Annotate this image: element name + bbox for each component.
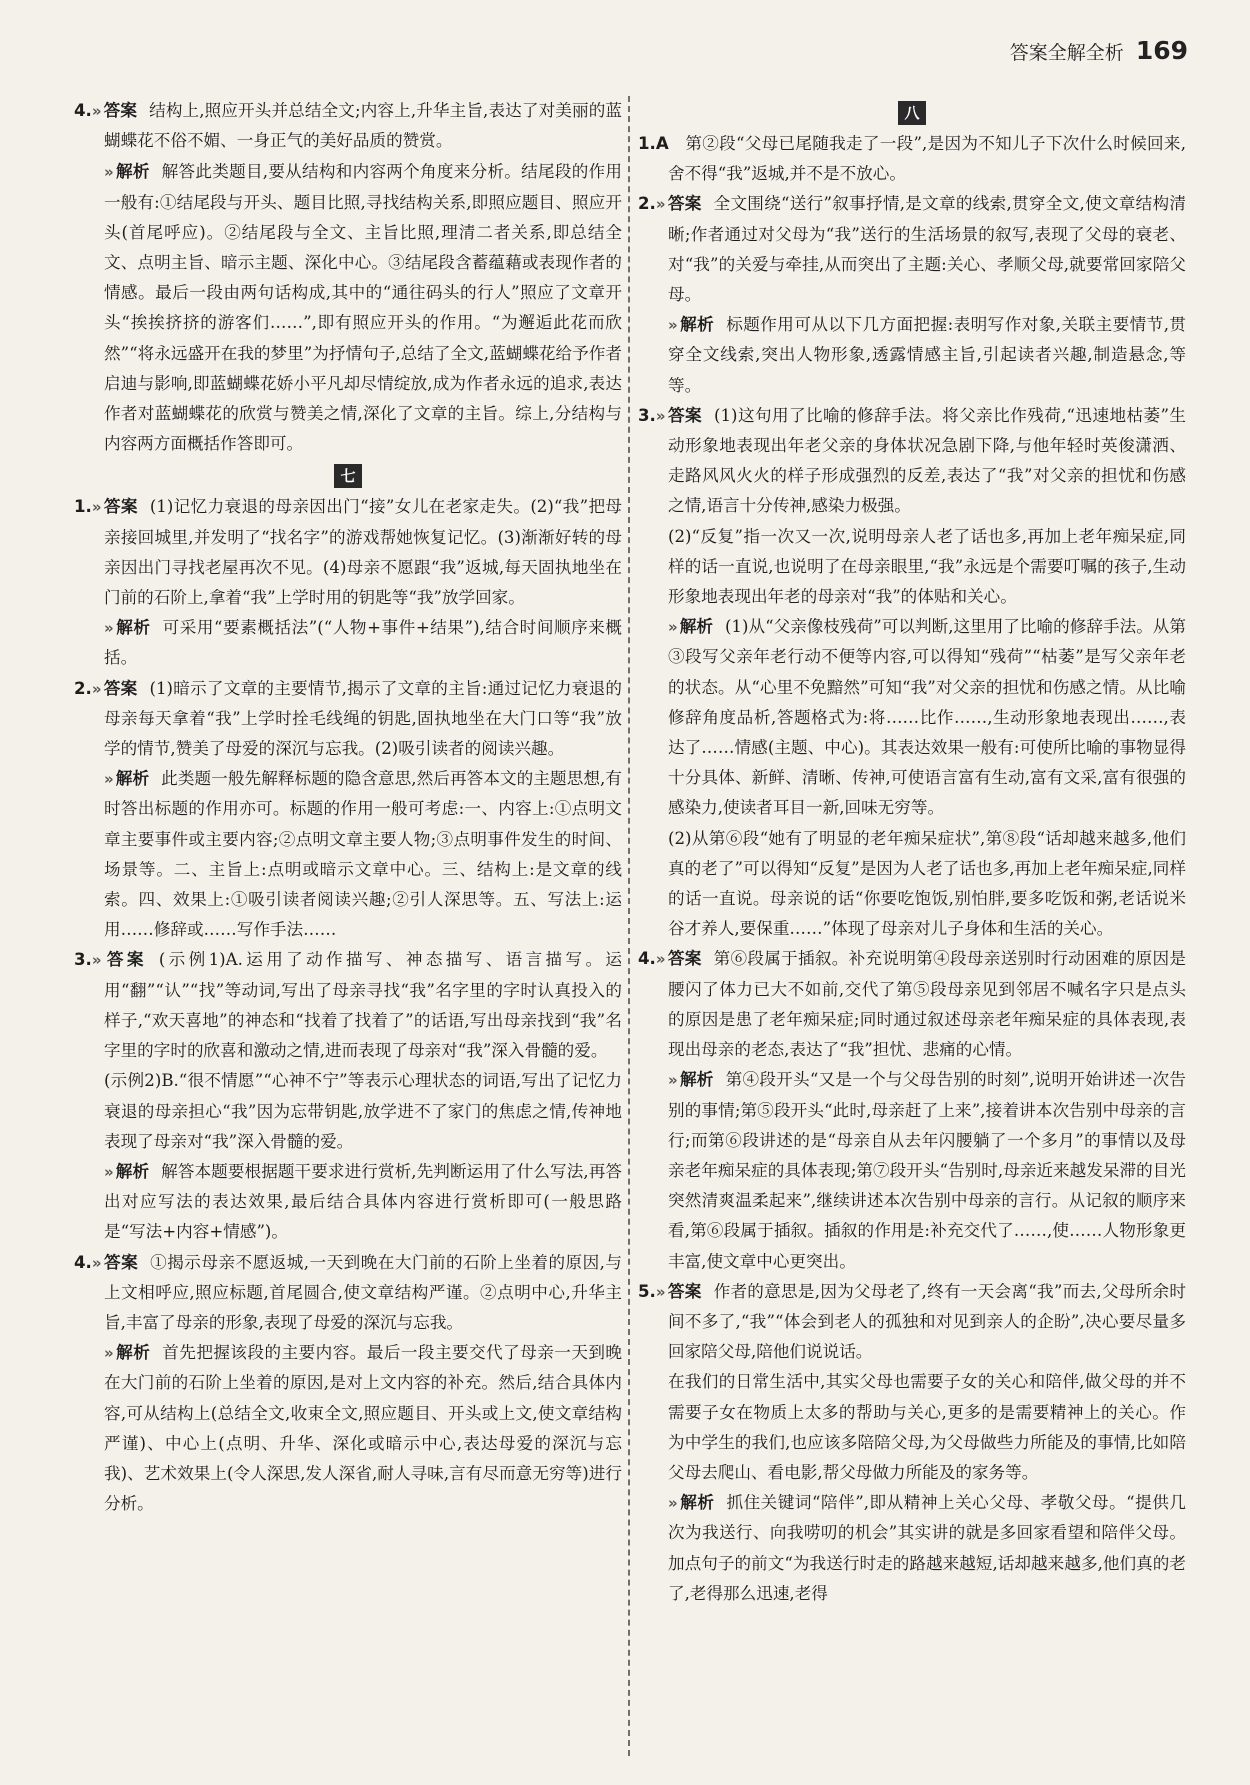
page-number: 169 [1135, 36, 1188, 65]
s7-q1-answer [74, 492, 622, 613]
answer-label: » 答案 [92, 101, 137, 120]
question-number: 3. [74, 950, 92, 970]
analysis-label: » 解析 [104, 1343, 150, 1362]
answer-text: 全文围绕“送行”叙事抒情,是文章的线索,贯穿全文,使文章结构清晰;作者通过对父母为“我”送行的生活场景的叙写,表现了父母的衰老、对“我”的关爱与牵挂,从而突出了主题:关心、孝顺父母,就要常回家陪父母。 [668, 194, 1187, 305]
question-number: 2. [638, 194, 656, 214]
s8-q4-answer [638, 944, 1186, 1065]
answer-label: » 答案 [656, 1282, 702, 1301]
analysis-label: » 解析 [668, 1070, 714, 1089]
analysis-text: 此类题一般先解释标题的隐含意思,然后再答本文的主题思想,有时答出标题的作用亦可。标题的作用一般可考虑:一、内容上:①点明文章主要事件或主要内容;②点明文章主要人物;③点明事件发生的时间、场景等。二、主旨上:点明或暗示文章中心。三、结构上:是文章的线索。四、效果上:①吸引读者阅读兴趣;②引人深思等。五、写法上:运用……修辞或……写作手法…… [104, 769, 622, 940]
answer-text: 作者的意思是,因为父母老了,终有一天会离“我”而去,父母所余时间不多了,“我”“体会到老人的孤独和对见到亲人的企盼”,决心要尽量多回家陪父母,陪他们说说话。 [668, 1281, 1187, 1362]
right-column [638, 96, 1186, 1609]
page-header [1010, 36, 1188, 65]
analysis-label: » 解析 [104, 618, 151, 637]
analysis-text: (1)从“父亲像枝残荷”可以判断,这里用了比喻的修辞手法。从第③段写父亲年老行动不便等内容,可以得知“残荷”“枯萎”是写父亲年老的状态。从“心里不免黯然”可知“我”对父亲的担忧和伤感之情。从比喻修辞角度品析,答题格式为:将……比作……,生动形象地表现出……,表达了……情感(主题、中心)。其表达效果一般有:可使所比喻的事物显得十分具体、新鲜、清晰、传神,可使语言富有生动,富有文采,富有很强的感染力,使读者耳目一新,回味无穷等。 [668, 617, 1187, 818]
s7-q1-analysis [74, 613, 622, 673]
question-number: 4. [74, 1252, 92, 1272]
analysis-label: » 解析 [104, 769, 149, 788]
section-badge: 七 [334, 464, 361, 488]
answer-label: » 答案 [92, 679, 138, 698]
analysis-text: 抓住关键词“陪伴”,即从精神上关心父母、孝敬父母。“提供几次为我送行、向我唠叨的机会”其实讲的就是多回家看望和陪伴父母。加点句子的前文“为我送行时走的路越来越短,话却越来越多,他们真的老了,老得那么迅速,老得 [668, 1493, 1186, 1603]
answer-text: 第②段“父母已尾随我走了一段”,是因为不知儿子下次什么时候回来,舍不得“我”返城,并不是不放心。 [668, 134, 1187, 184]
s7-q3-answer [74, 945, 622, 1066]
s7-q3-analysis [74, 1157, 622, 1248]
answer-text: (1)暗示了文章的主要情节,揭示了文章的主旨:通过记忆力衰退的母亲每天拿着“我”上学时拴毛线绳的钥匙,固执地坐在大门口等“我”放学的情节,赞美了母爱的深沉与忘我。(2)吸引读者的阅读兴趣。 [104, 678, 623, 759]
analysis-label: » 解析 [668, 617, 713, 636]
s6-q4-answer [74, 96, 622, 156]
s8-q2-analysis [638, 310, 1186, 401]
header-title: 答案全解全析 [1009, 42, 1124, 64]
section-8-heading [638, 98, 1186, 126]
analysis-text: 解答本题要根据题干要求进行赏析,先判断运用了什么写法,再答出对应写法的表达效果,最后结合具体内容进行赏析即可(一般思路是“写法+内容+情感”)。 [104, 1161, 622, 1242]
analysis-label: » 解析 [668, 315, 714, 334]
analysis-label: » 解析 [668, 1493, 714, 1512]
s8-q5-answer [638, 1277, 1186, 1368]
s8-q3-analysis [638, 612, 1186, 823]
question-number: 2. [74, 678, 92, 698]
analysis-label: » 解析 [104, 1162, 149, 1181]
answer-label: » 答案 [92, 497, 138, 516]
left-column [74, 96, 622, 1519]
question-number: 1. [74, 497, 92, 517]
analysis-text: 标题作用可从以下几方面把握:表明写作对象,关联主要情节,贯穿全文线索,突出人物形象,透露情感主旨,引起读者兴趣,制造悬念,等等。 [668, 315, 1187, 395]
analysis-text: 第④段开头“又是一个与父母告别的时刻”,说明开始讲述一次告别的事情;第⑤段开头“此时,母亲赶了上来”,接着讲本次告别中母亲的言行;而第⑥段讲述的是“母亲自从去年闪腰躺了一个多月”的事情以及母亲老年痴呆症的具体表现;第⑦段开头“告别时,母亲近来越发呆滞的目光突然清爽温柔起来”,继续讲述本次告别中母亲的言行。从记叙的顺序来看,第⑥段属于插叙。插叙的作用是:补充交代了……,使……人物形象更丰富,使文章中心更突出。 [668, 1070, 1186, 1271]
s7-q4-answer [74, 1248, 622, 1339]
question-number: 1.A [638, 134, 669, 153]
answer-text: (1)这句用了比喻的修辞手法。将父亲比作残荷,“迅速地枯萎”生动形象地表现出年老父亲的身体状况急剧下降,与他年轻时英俊潇洒、走路风风火火的样子形成强烈的反差,表达了“我”对父亲的担忧和伤感之情,语言十分传神,感染力极强。 [668, 405, 1186, 516]
answer-label: » 答案 [656, 194, 702, 213]
analysis-text: 可采用“要素概括法”(“人物+事件+结果”),结合时间顺序来概括。 [104, 618, 623, 668]
s8-q4-analysis [638, 1065, 1186, 1276]
answer-label: » 答案 [656, 949, 702, 968]
answer-label: » 答案 [656, 406, 702, 425]
answer-text: (1)记忆力衰退的母亲因出门“接”女儿在老家走失。(2)“我”把母亲接回城里,并发明了“找名字”的游戏帮她恢复记忆。(3)渐渐好转的母亲因出门寻找老屋再次不见。(4)母亲不愿跟“我”返城,每天固执地坐在门前的石阶上,拿着“我”上学时用的钥匙等“我”放学回家。 [104, 497, 623, 608]
answer-text: 第⑥段属于插叙。补充说明第④段母亲送别时行动困难的原因是腰闪了体力已大不如前,交代了第⑤段母亲见到邻居不喊名字只是点头的原因是患了老年痴呆症;同时通过叙述母亲老年痴呆症的具体表现,表现出母亲的老态,表达了“我”担忧、悲痛的心情。 [668, 949, 1187, 1060]
s8-q2-answer [638, 189, 1186, 310]
s8-q1-text [638, 129, 1186, 189]
column-divider [628, 96, 630, 1756]
s8-q5-part2: 在我们的日常生活中,其实父母也需要子女的关心和陪伴,做父母的并不需要子女在物质上太多的帮助与关心,更多的是需要精神上的关心。作为中学生的我们,也应该多陪陪父母,为父母做些力所能及的事情,比如陪父母去爬山、看电影,帮父母做力所能及的家务等。 [668, 1372, 1186, 1482]
s8-q3-analysis2: (2)从第⑥段“她有了明显的老年痴呆症状”,第⑧段“话却越来越多,他们真的老了”可以得知“反复”是因为人老了话也多,再加上老年痴呆症,同样的话一直说。母亲说的话“你要吃饱饭,别怕胖,要多吃饭和粥,老话说米谷才养人,要保重……”体现了母亲对儿子身体和生活的关心。 [668, 828, 1186, 939]
question-number: 4. [74, 101, 92, 120]
answer-text: (示例1)A.运用了动作描写、神态描写、语言描写。运用“翻”“认”“找”等动词,写出了母亲寻找“我”名字里的字时认真投入的样子,“欢天喜地”的神态和“找着了找着了”的话语,写出母亲找到“我”名字里的字时的欣喜和激动之情,进而表现了母亲对“我”深入骨髓的爱。 [104, 950, 623, 1061]
answer-label: » 答案 [92, 1253, 138, 1272]
question-number: 4. [638, 949, 656, 969]
section-7-heading [74, 461, 622, 489]
s7-q2-answer [74, 674, 622, 765]
s8-q5-analysis [638, 1488, 1186, 1609]
answer-text: 结构上,照应开头并总结全文;内容上,升华主旨,表达了对美丽的蓝蝴蝶花不俗不媚、一身正气的美好品质的赞赏。 [104, 101, 623, 151]
s7-q3-example2: (示例2)B.“很不情愿”“心神不宁”等表示心理状态的词语,写出了记忆力衰退的母亲担心“我”因为忘带钥匙,放学进不了家门的焦虑之情,传神地表现了母亲对“我”深入骨髓的爱。 [104, 1071, 622, 1151]
s6-q4-analysis [74, 157, 622, 459]
analysis-text: 解答此类题目,要从结构和内容两个角度来分析。结尾段的作用一般有:①结尾段与开头、题目比照,寻找结构关系,即照应题目、照应开头(首尾呼应)。②结尾段与全文、主旨比照,理清二者关系,即总结全文、点明主旨、暗示主题、深化中心。③结尾段含蓄蕴藉或表现作者的情感。最后一段由两句话构成,其中的“通往码头的行人”照应了文章开头“挨挨挤挤的游客们……”,即有照应开头的作用。“为邂逅此花而欣然”“将永远盛开在我的梦里”为抒情句子,总结了全文,蓝蝴蝶花给予作者启迪与影响,即蓝蝴蝶花娇小平凡却尽情绽放,成为作者永远的追求,表达作者对蓝蝴蝶花的欣赏与赞美之情,深化了文章的主旨。综上,分结构与内容两方面概括作答即可。 [104, 162, 622, 454]
s7-q4-analysis [74, 1338, 622, 1519]
s8-q3-answer [638, 401, 1186, 522]
analysis-text: 首先把握该段的主要内容。最后一段主要交代了母亲一天到晚在大门前的石阶上坐着的原因,是对上文内容的补充。然后,结合具体内容,可从结构上(总结全文,收束全文,照应题目、开头或上文,使文章结构严谨)、中心上(点明、升华、深化或暗示中心,表达母爱的深沉与忘我)、艺术效果上(令人深思,发人深省,耐人寻味,言有尽而意无穷等)进行分析。 [104, 1343, 623, 1514]
question-number: 5. [638, 1281, 656, 1301]
answer-text: ①揭示母亲不愿返城,一天到晚在大门前的石阶上坐着的原因,与上文相呼应,照应标题,首尾圆合,使文章结构严谨。②点明中心,升华主旨,丰富了母亲的形象,表现了母爱的深沉与忘我。 [104, 1252, 622, 1332]
answer-label: » 答案 [92, 950, 147, 969]
section-badge: 八 [898, 101, 925, 125]
analysis-label: » 解析 [104, 162, 150, 181]
question-number: 3. [638, 405, 656, 425]
s8-q3-part2: (2)“反复”指一次又一次,说明母亲人老了话也多,再加上老年痴呆症,同样的话一直说,也说明了在母亲眼里,“我”永远是个需要叮嘱的孩子,生动形象地表现出年老的母亲对“我”的体贴和关心。 [668, 526, 1186, 607]
s7-q2-analysis [74, 764, 622, 945]
